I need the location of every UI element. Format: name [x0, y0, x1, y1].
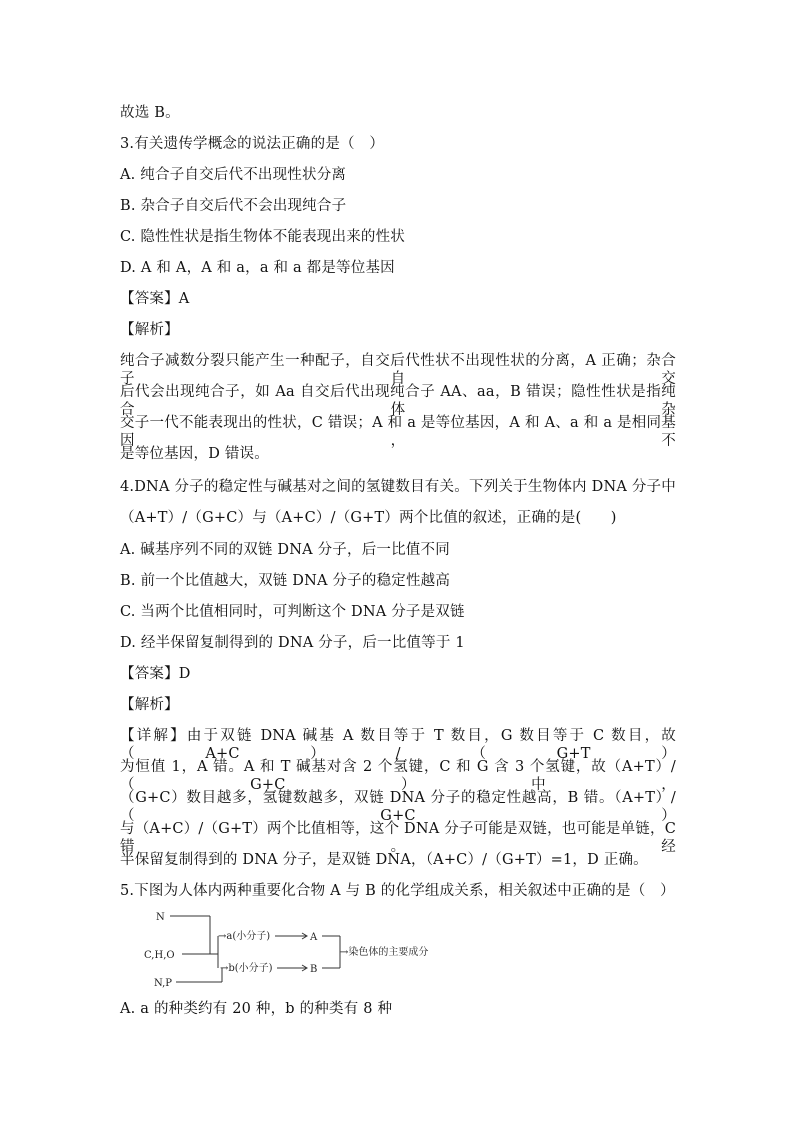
analysis-text: 后代会出现纯合子，如 Aa 自交后代出现纯合子 AA、aa，B 错误；隐性性状是指纯合体杂: [120, 384, 676, 418]
chromosome-component-label: →染色体的主要成分: [340, 947, 429, 958]
a-small-molecule-label: →a(小分子): [218, 931, 271, 942]
option-a: A. a 的种类约有 20 种，b 的种类有 8 种: [120, 1001, 393, 1017]
b-small-molecule-label: →b(小分子): [220, 963, 273, 974]
question-4-stem: （A+T）/（G+C）与（A+C）/（G+T）两个比值的叙述，正确的是( ): [120, 510, 617, 526]
compound-a-label: A: [310, 932, 318, 943]
analysis-text: 纯合子减数分裂只能产生一种配子，自交后代性状不出现性状的分离，A 正确；杂合子自交: [120, 353, 676, 387]
analysis-label: 【解析】: [120, 322, 179, 338]
detail-text: 与（A+C）/（G+T）两个比值相等，这个 DNA 分子可能是双链，也可能是单链，C 错。经: [120, 821, 676, 855]
detail-text: （G+C）数目越多，氢键数越多，双链 DNA 分子的稳定性越高，B 错。（A+T）/（G+C）: [120, 790, 676, 824]
detail-text: 为恒值 1，A 错。A 和 T 碱基对含 2 个氢键，C 和 G 含 3 个氢键，故（A+T）/（G+C）中，: [120, 759, 676, 793]
option-c: C. 当两个比值相同时，可判断这个 DNA 分子是双链: [120, 604, 465, 620]
option-d: D. 经半保留复制得到的 DNA 分子，后一比值等于 1: [120, 635, 465, 651]
question-3-stem: 3.有关遗传学概念的说法正确的是（ ）: [120, 136, 385, 152]
answer-label: 【答案】A: [120, 291, 190, 307]
option-c: C. 隐性性状是指生物体不能表现出来的性状: [120, 229, 405, 245]
option-b: B. 杂合子自交后代不会出现纯合子: [120, 198, 347, 214]
text-line: 故选 B。: [120, 105, 180, 121]
analysis-label: 【解析】: [120, 697, 179, 713]
analysis-text: 交子一代不能表现出的性状，C 错误；A 和 a 是等位基因，A 和 A、a 和 a 是相同基因，不: [120, 415, 676, 449]
detail-text: 半保留复制得到的 DNA 分子，是双链 DNA，（A+C）/（G+T）=1，D 正确。: [120, 852, 648, 868]
composition-diagram: [140, 906, 480, 996]
question-5-stem: 5.下图为人体内两种重要化合物 A 与 B 的化学组成关系，相关叙述中正确的是（ ）: [120, 883, 675, 899]
option-a: A. 纯合子自交后代不出现性状分离: [120, 167, 347, 183]
option-d: D. A 和 A，A 和 a，a 和 a 都是等位基因: [120, 260, 395, 276]
option-b: B. 前一个比值越大，双链 DNA 分子的稳定性越高: [120, 573, 451, 589]
answer-label: 【答案】D: [120, 666, 191, 682]
np-label: N,P: [154, 978, 173, 989]
chno-label: C,H,O: [144, 950, 175, 961]
analysis-text: 是等位基因，D 错误。: [120, 446, 269, 462]
detail-text: 【详解】由于双链 DNA 碱基 A 数目等于 T 数目，G 数目等于 C 数目，故（A+C）/（G+T）: [120, 728, 676, 762]
option-a: A. 碱基序列不同的双链 DNA 分子，后一比值不同: [120, 542, 450, 558]
compound-b-label: B: [310, 964, 318, 975]
question-4-stem: 4.DNA 分子的稳定性与碱基对之间的氢键数目有关。下列关于生物体内 DNA 分子中: [120, 479, 676, 495]
n-label: N: [156, 912, 165, 923]
